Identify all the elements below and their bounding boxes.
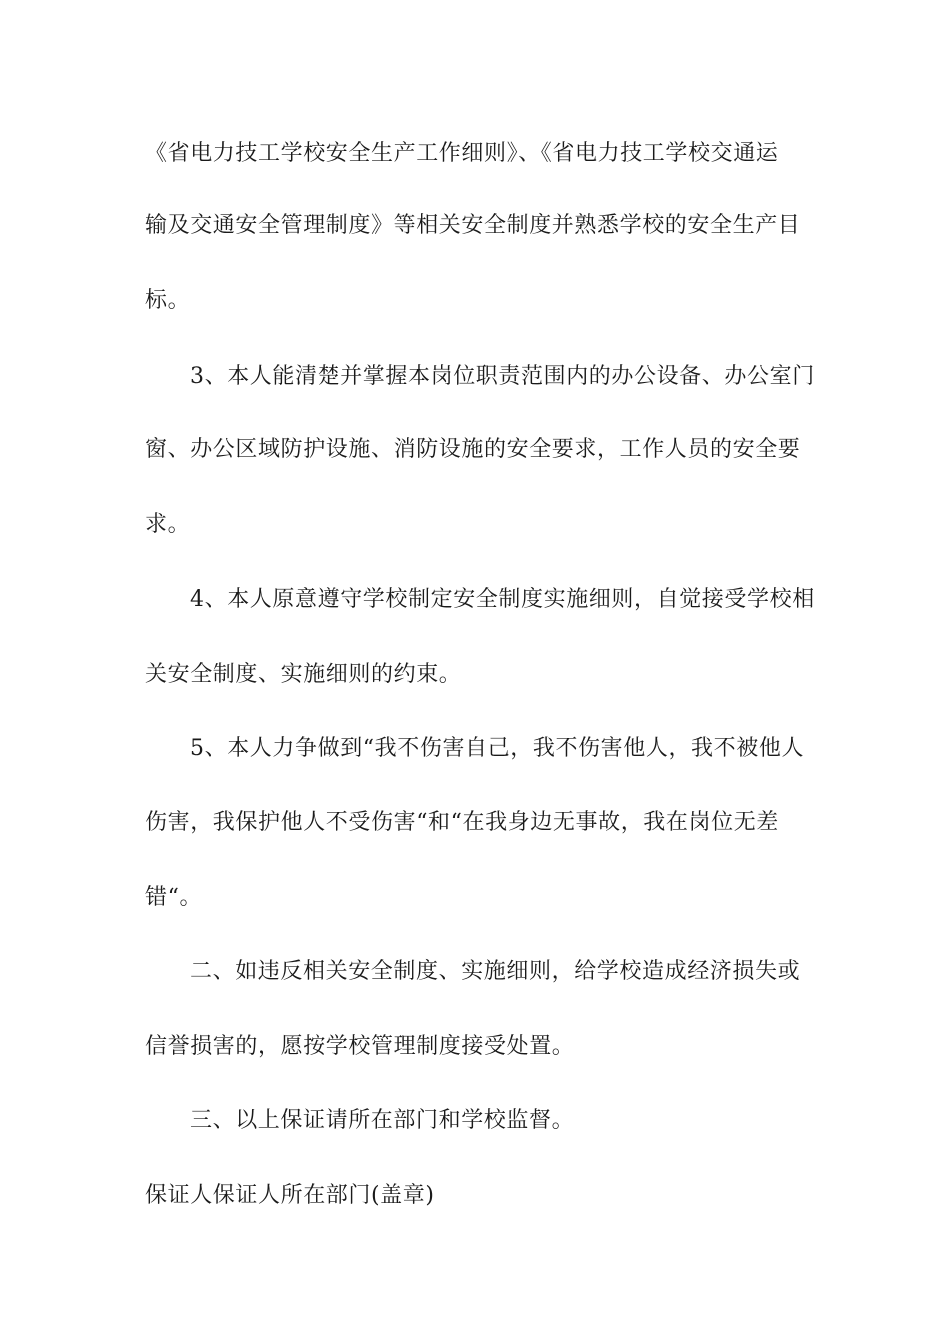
text-line: 三、以上保证请所在部门和学校监督。	[190, 1108, 575, 1133]
text-line: 求。	[145, 512, 191, 537]
text-line: 二、如违反相关安全制度、实施细则，给学校造成经济损失或	[190, 959, 801, 984]
text-line: 错“。	[145, 885, 203, 910]
text-line: 《省电力技工学校安全生产工作细则》、《省电力技工学校交通运	[145, 141, 779, 166]
text-line: 关安全制度、实施细则的约束。	[145, 662, 462, 687]
text-line: 4、本人原意遵守学校制定安全制度实施细则，自觉接受学校相	[190, 587, 815, 612]
text-line: 输及交通安全管理制度》等相关安全制度并熟悉学校的安全生产目	[145, 213, 801, 238]
text-line: 伤害，我保护他人不受伤害“和“在我身边无事故，我在岗位无差	[145, 810, 779, 835]
text-line: 5、本人力争做到“我不伤害自己，我不伤害他人，我不被他人	[190, 736, 805, 761]
text-line: 信誉损害的，愿按学校管理制度接受处置。	[145, 1034, 575, 1059]
text-line: 标。	[145, 288, 191, 313]
text-line: 窗、办公区域防护设施、消防设施的安全要求，工作人员的安全要	[145, 437, 801, 462]
signature-line: 保证人保证人所在部门(盖章)	[145, 1183, 435, 1208]
text-line: 3、本人能清楚并掌握本岗位职责范围内的办公设备、办公室门	[190, 364, 815, 389]
